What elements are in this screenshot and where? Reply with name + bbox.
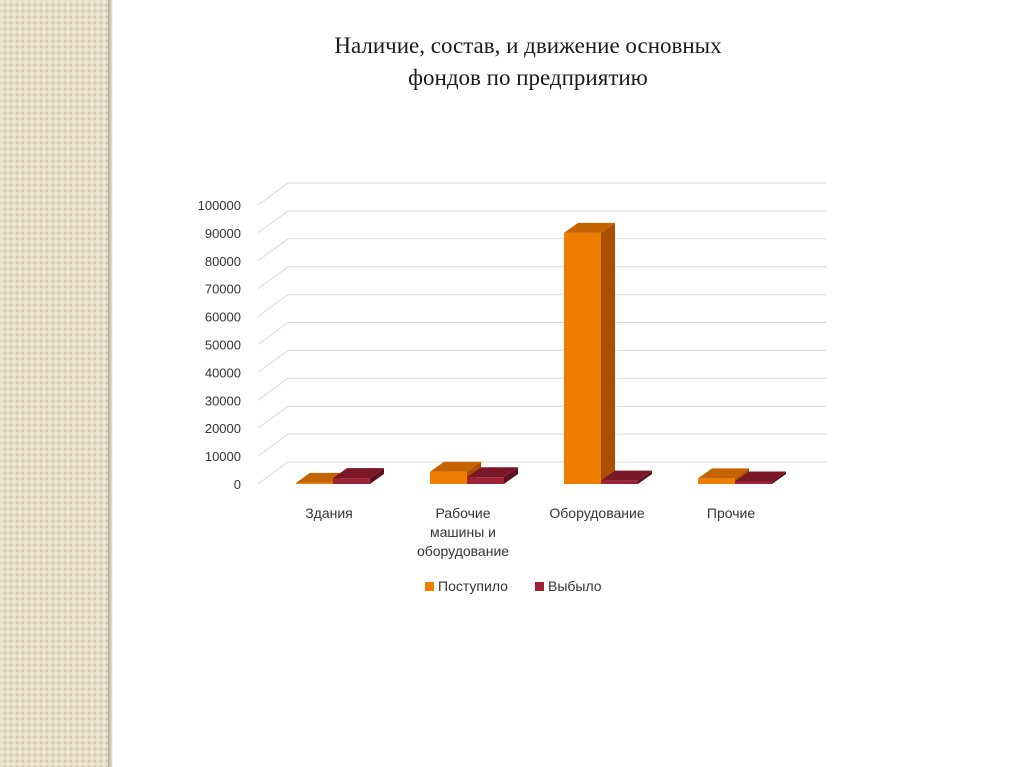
x-tick-label: машины и bbox=[430, 524, 496, 540]
bar bbox=[564, 233, 601, 484]
y-tick-label: 0 bbox=[233, 477, 241, 492]
gridline bbox=[258, 267, 826, 289]
y-tick-label: 90000 bbox=[204, 225, 241, 241]
chart-title-line-1: Наличие, состав, и движение основных bbox=[334, 33, 722, 58]
bar bbox=[698, 478, 735, 484]
gridline bbox=[258, 434, 826, 456]
legend-swatch bbox=[535, 582, 544, 591]
gridline bbox=[258, 239, 826, 261]
legend-swatch bbox=[425, 582, 434, 591]
gridline bbox=[258, 350, 826, 372]
bar bbox=[601, 481, 638, 484]
bar bbox=[467, 477, 504, 484]
gridline bbox=[258, 378, 826, 400]
gridline bbox=[258, 323, 826, 345]
y-tick-label: 80000 bbox=[204, 253, 241, 269]
gridline bbox=[258, 183, 826, 205]
x-tick-label: Рабочие bbox=[435, 505, 491, 521]
bar bbox=[333, 478, 370, 484]
legend-label: Поступило bbox=[438, 578, 508, 594]
x-tick-label: оборудование bbox=[416, 543, 510, 559]
legend-label: Выбыло bbox=[548, 578, 602, 594]
x-tick-label: Прочие bbox=[706, 505, 756, 521]
y-tick-label: 10000 bbox=[204, 449, 241, 465]
y-tick-label: 40000 bbox=[204, 365, 241, 381]
bar bbox=[735, 481, 772, 484]
gridline bbox=[258, 295, 826, 317]
x-tick-label: Здания bbox=[305, 505, 353, 521]
x-tick-label: Оборудование bbox=[549, 505, 645, 521]
y-tick-label: 20000 bbox=[204, 421, 241, 437]
bar-side bbox=[601, 223, 615, 484]
gridline bbox=[258, 406, 826, 428]
bar bbox=[296, 483, 333, 484]
bar bbox=[430, 472, 467, 484]
gridline bbox=[258, 211, 826, 233]
y-tick-label: 70000 bbox=[204, 281, 241, 297]
chart-title-line-2: фондов по предприятию bbox=[408, 65, 648, 90]
y-tick-label: 50000 bbox=[204, 337, 241, 353]
y-tick-label: 30000 bbox=[204, 393, 241, 409]
y-tick-label: 100000 bbox=[197, 198, 241, 213]
y-tick-label: 60000 bbox=[204, 309, 241, 325]
